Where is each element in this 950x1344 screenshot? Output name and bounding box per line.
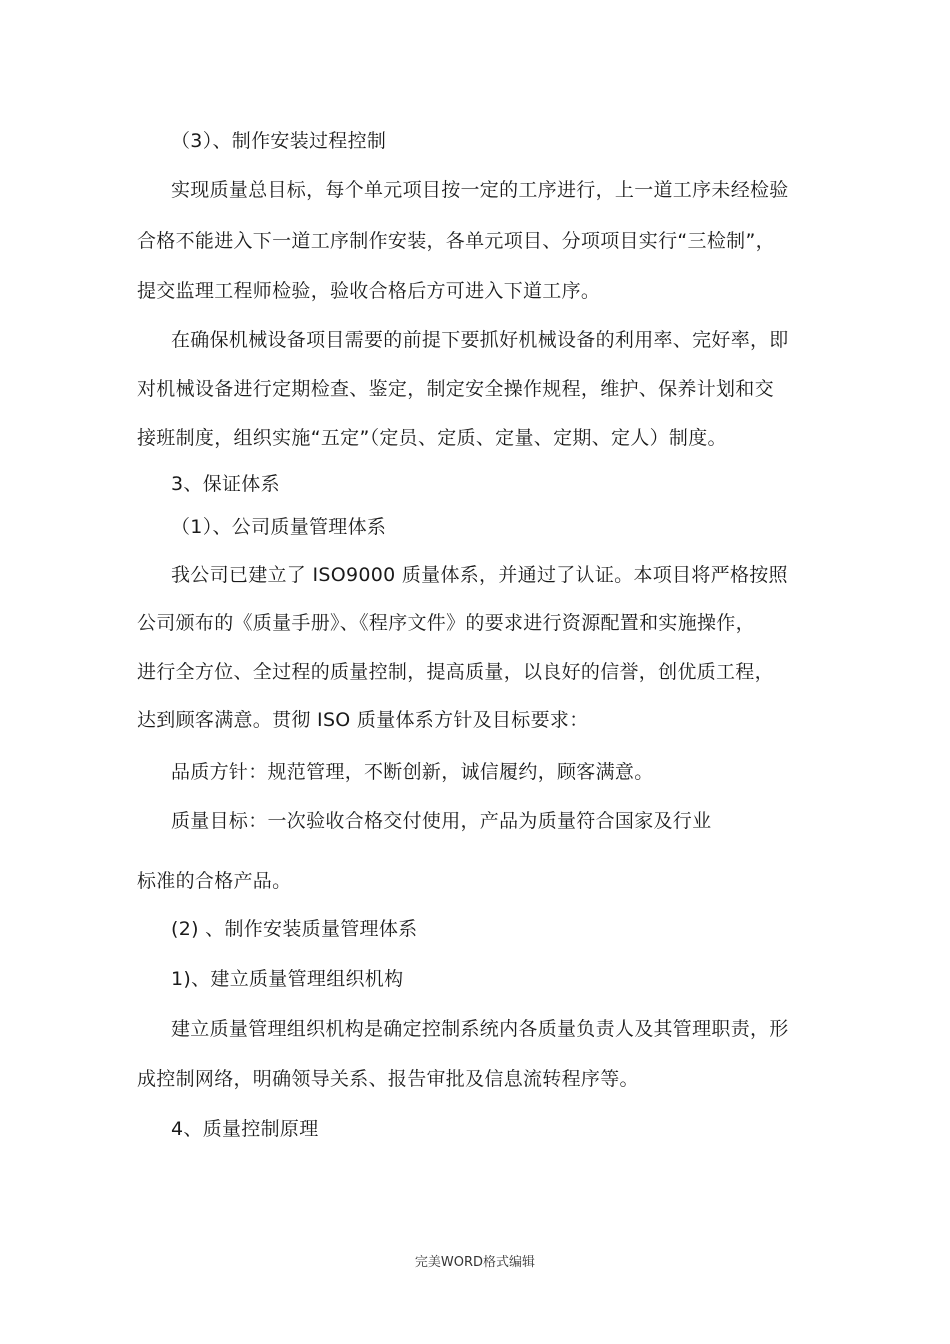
paragraph-line: 接班制度，组织实施“五定”（定员、定质、定量、定期、定人）制度。 [137, 427, 727, 449]
paragraph-line: 我公司已建立了 ISO9000 质量体系，并通过了认证。本项目将严格按照 [171, 564, 788, 586]
paragraph-line: 实现质量总目标，每个单元项目按一定的工序进行，上一道工序未经检验 [171, 179, 789, 201]
paragraph-line: 公司颁布的《质量手册》、《程序文件》的要求进行资源配置和实施操作， [137, 612, 755, 634]
paragraph-line: 成控制网络，明确领导关系、报告审批及信息流转程序等。 [137, 1068, 639, 1090]
paragraph-line: 质量目标：一次验收合格交付使用，产品为质量符合国家及行业 [171, 810, 712, 832]
paragraph-line: 在确保机械设备项目需要的前提下要抓好机械设备的利用率、完好率，即 [171, 329, 789, 351]
section-heading: （1）、公司质量管理体系 [171, 516, 387, 538]
paragraph-line: 品质方针：规范管理，不断创新，诚信履约，顾客满意。 [171, 761, 654, 783]
section-heading: (2) 、制作安装质量管理体系 [171, 918, 418, 940]
section-heading: 1)、建立质量管理组织机构 [171, 968, 404, 990]
paragraph-line: 对机械设备进行定期检查、鉴定，制定安全操作规程，维护、保养计划和交 [137, 378, 774, 400]
paragraph-line: 建立质量管理组织机构是确定控制系统内各质量负责人及其管理职责，形 [171, 1018, 789, 1040]
section-heading: 4、质量控制原理 [171, 1118, 319, 1140]
paragraph-line: 标准的合格产品。 [137, 870, 292, 892]
paragraph-line: 达到顾客满意。贯彻 ISO 质量体系方针及目标要求： [137, 709, 589, 731]
section-heading: 3、保证体系 [171, 473, 280, 495]
paragraph-line: 合格不能进入下一道工序制作安装，各单元项目、分项项目实行“三检制”， [137, 230, 775, 252]
paragraph-line: 提交监理工程师检验，验收合格后方可进入下道工序。 [137, 280, 601, 302]
paragraph-line: 进行全方位、全过程的质量控制，提高质量，以良好的信誉，创优质工程， [137, 661, 774, 683]
page-footer: 完美WORD格式编辑 [414, 1255, 536, 1270]
section-heading: （3）、制作安装过程控制 [171, 130, 387, 152]
